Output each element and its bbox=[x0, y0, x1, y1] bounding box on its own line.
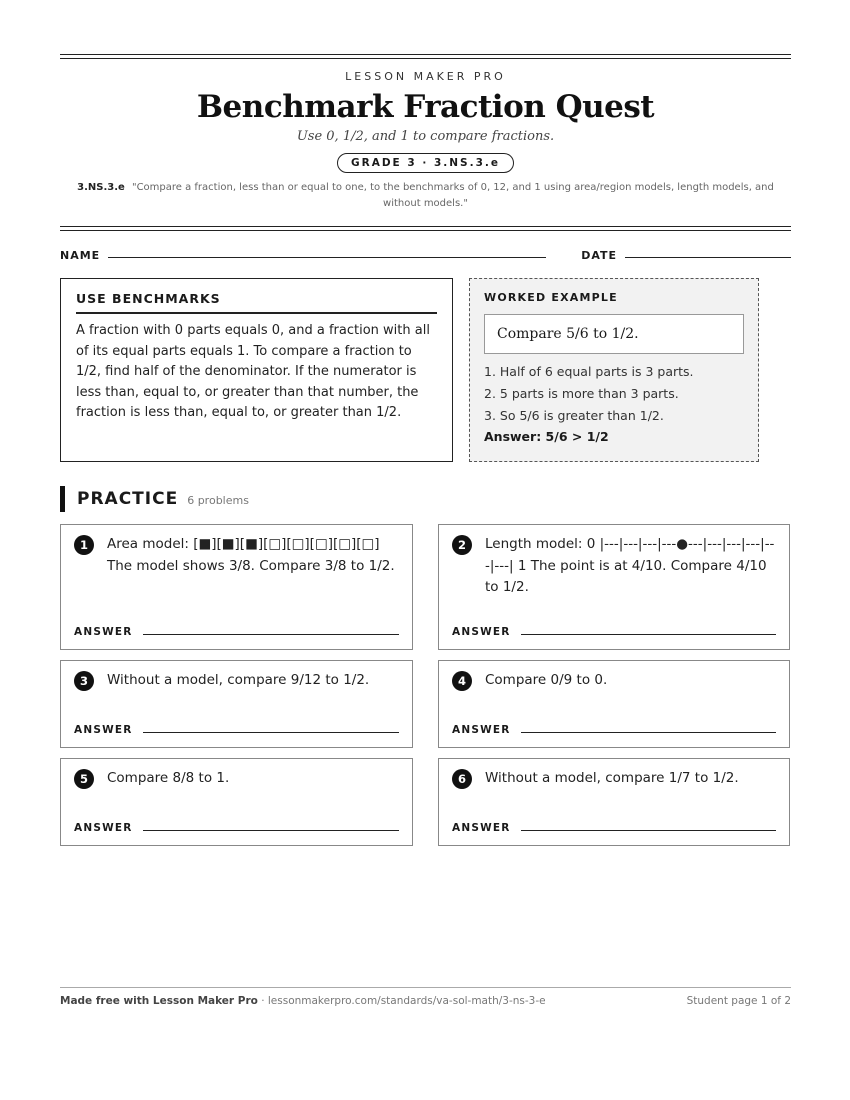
problem-text: Compare 8/8 to 1. bbox=[107, 770, 230, 786]
answer-label: ANSWER bbox=[74, 822, 133, 834]
footer-url[interactable]: · lessonmakerpro.com/standards/va-sol-math/3-ns-3-e bbox=[257, 995, 546, 1007]
problem-text: Area model: [■][■][■][□][□][□][□][□] The model shows 3/8. Compare 3/8 to 1/2. bbox=[107, 536, 395, 574]
worked-step: 2. 5 parts is more than 3 parts. bbox=[484, 386, 679, 401]
practice-count: 6 problems bbox=[187, 494, 249, 507]
standard-code: 3.NS.3.e bbox=[77, 182, 125, 193]
worksheet-page bbox=[60, 54, 791, 846]
problem-number-badge: 3 bbox=[74, 671, 94, 691]
answer-field[interactable] bbox=[521, 732, 776, 733]
grade-badge: GRADE 3 · 3.NS.3.e bbox=[337, 153, 514, 173]
page-title: Benchmark Fraction Quest bbox=[196, 89, 655, 125]
answer-label: ANSWER bbox=[74, 626, 133, 638]
problem-card bbox=[60, 524, 413, 650]
problem-text: Compare 0/9 to 0. bbox=[485, 672, 608, 688]
worked-example-answer: Answer: 5/6 > 1/2 bbox=[484, 429, 609, 444]
practice-header bbox=[60, 486, 791, 512]
practice-title: PRACTICE bbox=[77, 489, 179, 509]
name-label: NAME bbox=[60, 249, 101, 262]
problem-text: Without a model, compare 9/12 to 1/2. bbox=[107, 672, 370, 688]
standard-description bbox=[74, 180, 777, 212]
problem-text: Without a model, compare 1/7 to 1/2. bbox=[485, 770, 739, 786]
name-date-row bbox=[60, 249, 791, 262]
use-benchmarks-box bbox=[60, 278, 453, 462]
problem-card bbox=[438, 524, 790, 650]
worked-example-problem: Compare 5/6 to 1/2. bbox=[484, 314, 744, 354]
header-bottom-rule bbox=[60, 226, 791, 231]
answer-field[interactable] bbox=[143, 634, 399, 635]
answer-field[interactable] bbox=[143, 830, 399, 831]
use-benchmarks-title: USE BENCHMARKS bbox=[76, 291, 437, 314]
answer-field[interactable] bbox=[521, 830, 776, 831]
name-field[interactable] bbox=[108, 256, 546, 258]
problem-card bbox=[60, 758, 413, 846]
header-top-rule bbox=[60, 54, 791, 59]
problem-number-badge: 2 bbox=[452, 535, 472, 555]
page-footer bbox=[60, 987, 791, 1007]
answer-label: ANSWER bbox=[452, 822, 511, 834]
worked-example-steps bbox=[484, 361, 744, 427]
worked-example-title: WORKED EXAMPLE bbox=[484, 291, 618, 304]
footer-made-with: Made free with Lesson Maker Pro bbox=[60, 995, 258, 1007]
problem-card bbox=[60, 660, 413, 748]
page-subtitle: Use 0, 1/2, and 1 to compare fractions. bbox=[296, 129, 555, 144]
problem-card bbox=[438, 660, 790, 748]
answer-field[interactable] bbox=[521, 634, 776, 635]
worked-example-box bbox=[469, 278, 759, 462]
problem-number-badge: 4 bbox=[452, 671, 472, 691]
footer-credit bbox=[60, 995, 546, 1007]
standard-text: "Compare a fraction, less than or equal to one, to the benchmarks of 0, 12, and 1 using area/region models, length models, and without models." bbox=[131, 182, 774, 209]
problem-card bbox=[438, 758, 790, 846]
worked-step: 3. So 5/6 is greater than 1/2. bbox=[484, 408, 664, 423]
answer-label: ANSWER bbox=[452, 626, 511, 638]
brand-name: LESSON MAKER PRO bbox=[345, 70, 506, 83]
problem-number-badge: 6 bbox=[452, 769, 472, 789]
date-label: DATE bbox=[581, 249, 617, 262]
problem-number-badge: 5 bbox=[74, 769, 94, 789]
answer-label: ANSWER bbox=[452, 724, 511, 736]
problem-text: Length model: 0 |---|---|---|---●---|---|---|---|---|---| 1 The point is at 4/10. Compare 4/10 to 1/2. bbox=[485, 536, 775, 595]
worked-step: 1. Half of 6 equal parts is 3 parts. bbox=[484, 364, 694, 379]
answer-field[interactable] bbox=[143, 732, 399, 733]
answer-label: ANSWER bbox=[74, 724, 133, 736]
problem-number-badge: 1 bbox=[74, 535, 94, 555]
footer-page-number: Student page 1 of 2 bbox=[686, 995, 791, 1007]
date-field[interactable] bbox=[625, 256, 791, 258]
use-benchmarks-body: A fraction with 0 parts equals 0, and a fraction with all of its equal parts equals 1. To compare a fraction to 1/2, find half of the denominator. If the numerator is less than, equal to, or greater than that number, the fraction is less than, equal to, or greater than 1/2. bbox=[76, 323, 430, 420]
problem-grid bbox=[60, 524, 791, 846]
